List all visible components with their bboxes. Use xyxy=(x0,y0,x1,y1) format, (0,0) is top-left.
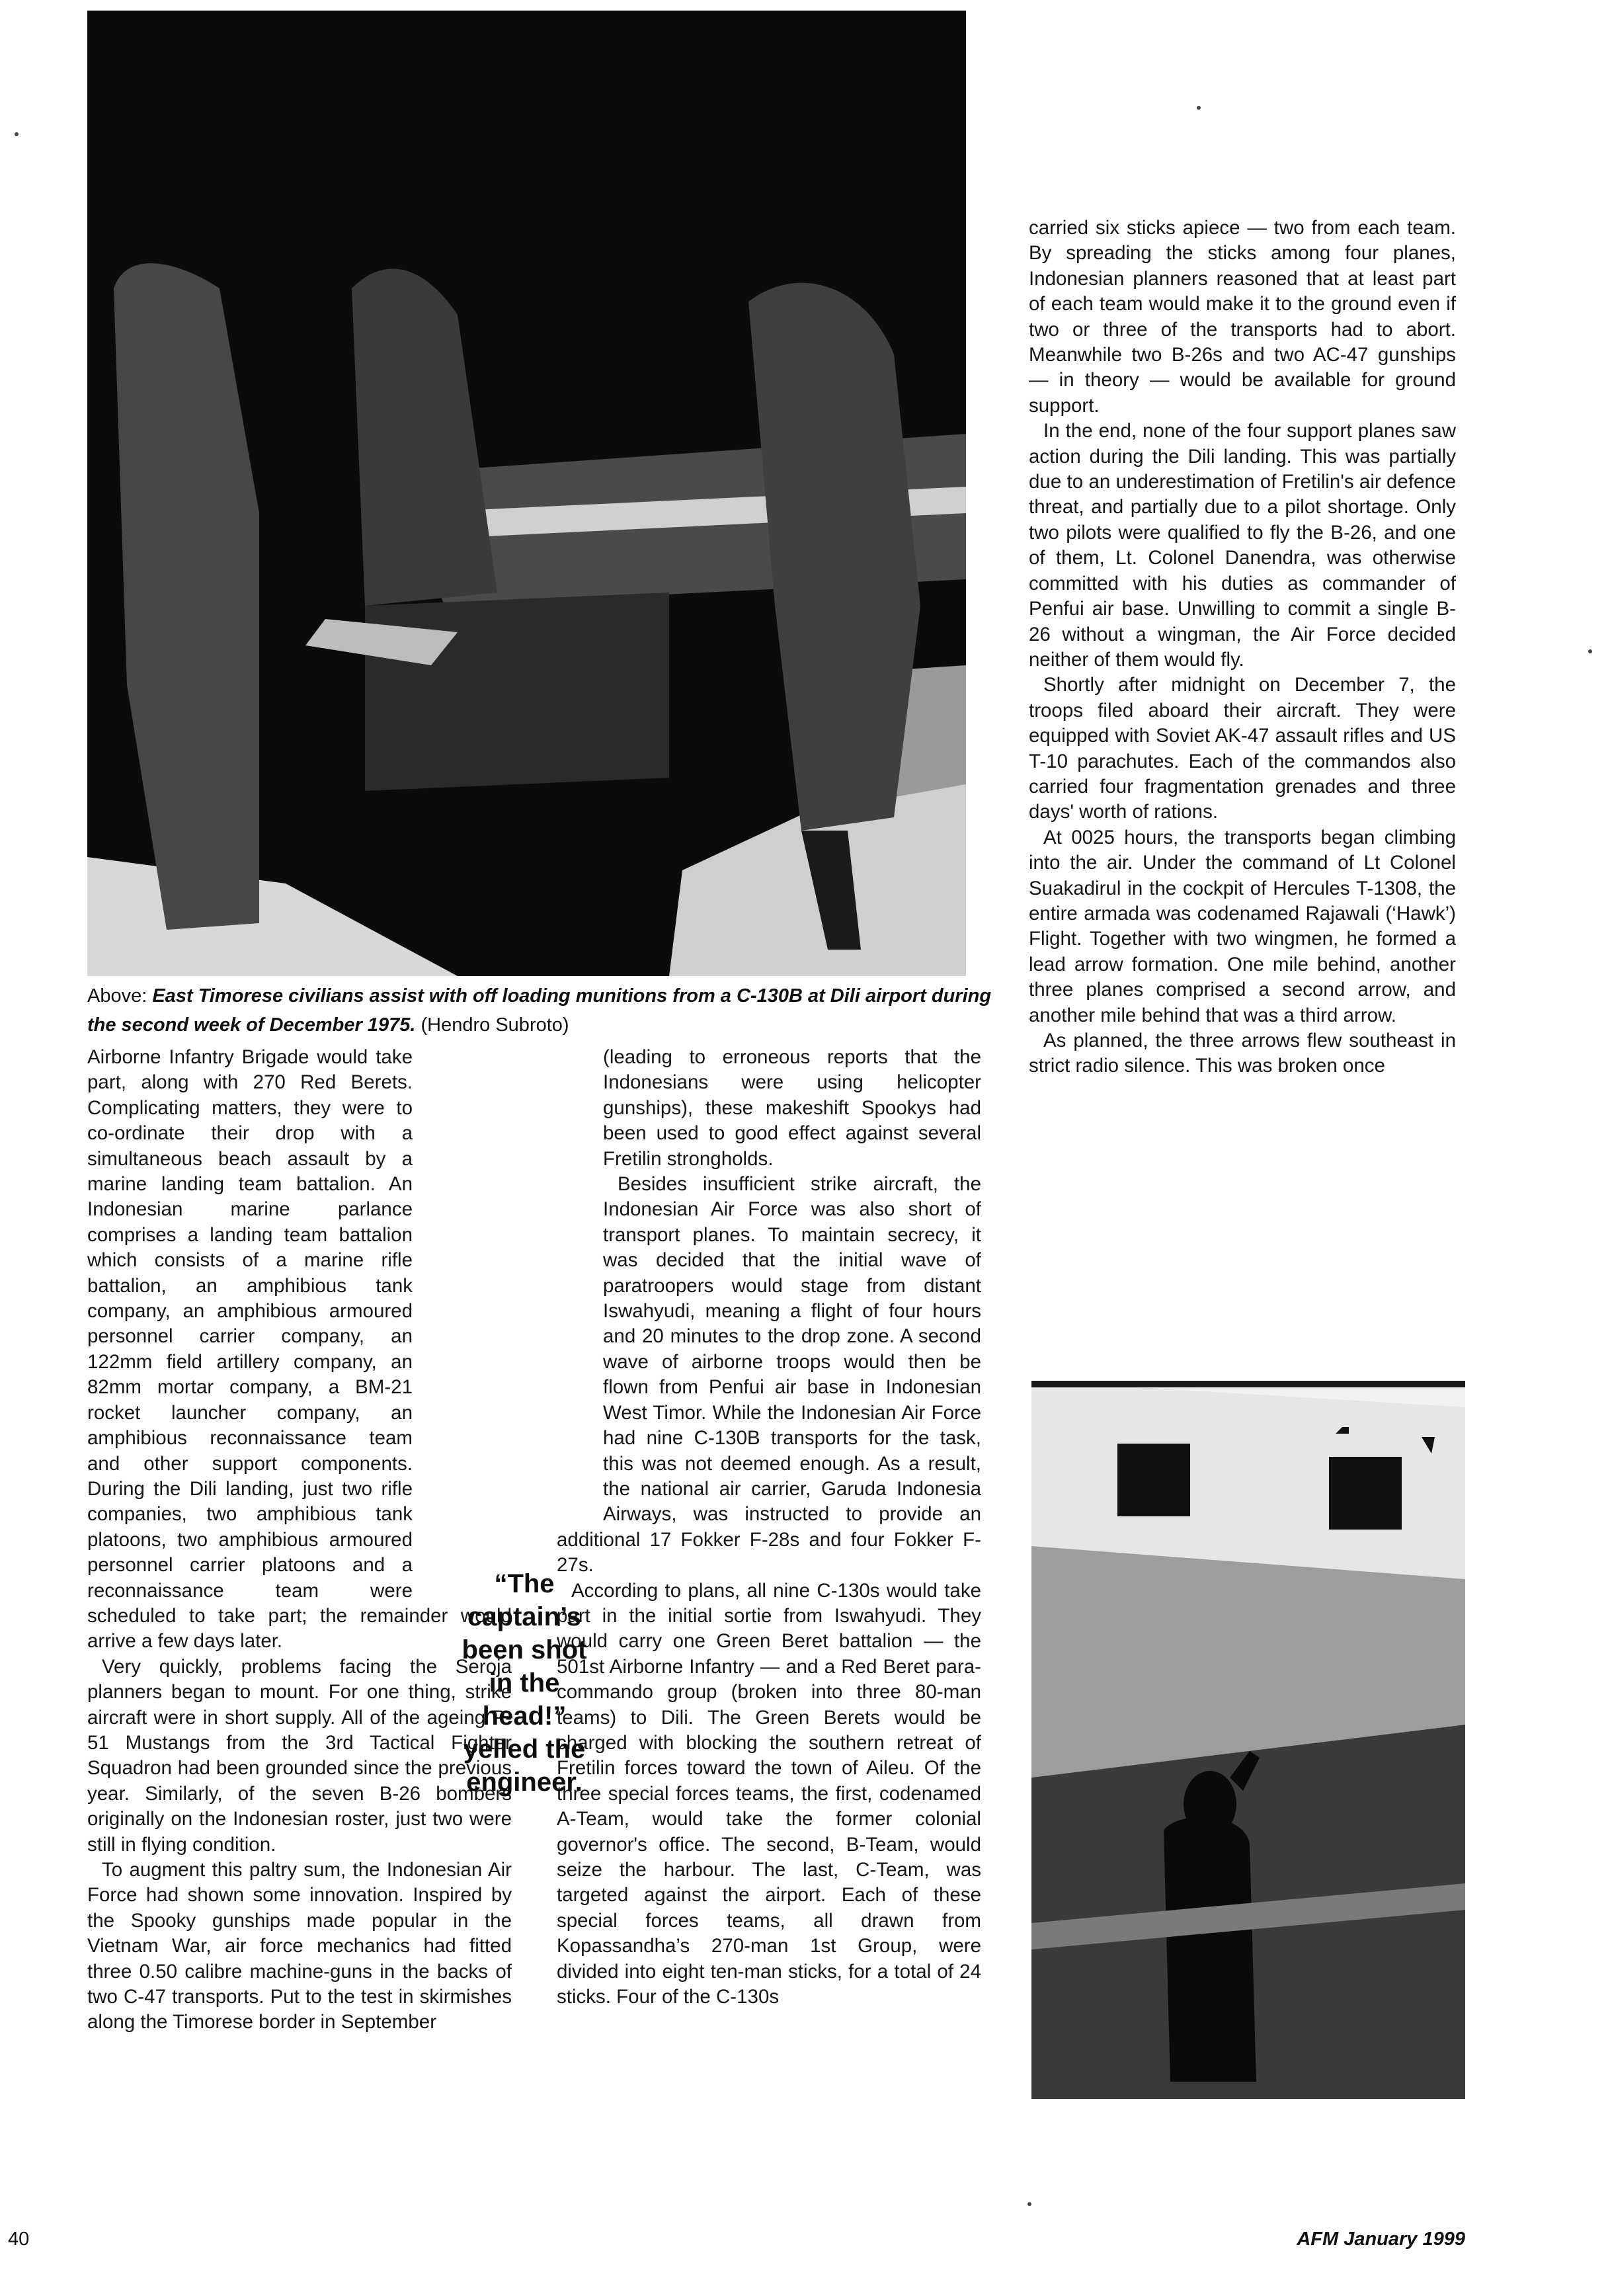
scan-speck xyxy=(1027,2202,1031,2206)
caption-lead: Above: xyxy=(87,985,153,1006)
paragraph: Airborne Infantry Brigade would take part, along with 270 Red Berets. Complicating matters, they were to co-ordinate their drop with a simultaneous beach assault by a marine landing team battalion. An Indonesian marine parlance comprises a landing team battalion which consists of a marine rifle battalion, an amphibious tank company, an amphibious armoured personnel carrier company, an 122mm field artillery company, an 82mm mortar company, a BM-21 rocket launcher company, an amphibious reconnaissance team and other support components. During the Dili landing, just two rifle companies, two amphibious tank platoons, two amphibious armoured personnel carrier platoons and a reconnaissance team were scheduled to take part; the remainder would arrive a few days later. xyxy=(87,1046,512,1653)
paragraph: At 0025 hours, the transports began climbing into the air. Under the command of Lt Colonel Suakadirul in the cockpit of Hercules T-1308, the entire armada was codenamed Rajawali (‘Hawk’) Flight. Together with two wingmen, he formed a lead arrow formation. One mile behind, another three planes comprised a second arrow, and another mile behind that was a third arrow. xyxy=(1029,826,1456,1026)
paragraph: Besides insufficient strike aircraft, the Indonesian Air Force was also short of transport planes. To maintain secrecy, it was decided that the initial wave of paratroopers would stage from distant Iswahyudi, meaning a flight of four hours and 20 minutes to the drop zone. A second wave of airborne troops would then be flown from Penfui air base in Indonesian West Timor. While the Indonesian Air Force had nine C-130B transports for the task, this was not deemed enough. As a result, the national air carrier, Garuda Indonesia Airways, was instructed to provide an additional 17 Fokker F-28s and four Fokker F-27s. xyxy=(557,1173,981,1577)
scan-speck xyxy=(15,132,19,136)
article-column-2 xyxy=(557,1045,981,2129)
paragraph: (leading to erroneous reports that the Indonesians were using helicopter gunships), these makeshift Spookys had been used to good effect against several Fretilin strongholds. xyxy=(603,1046,981,1170)
pull-quote: “The captain’s been shot in the head!” yelled the engineer. xyxy=(462,1569,587,1797)
photo-civilians-unloading-munitions-art xyxy=(87,11,966,976)
caption-description: East Timorese civilians assist with off loading munitions from a C-130B at Dili airport during the second week of December 1975. xyxy=(87,985,992,1036)
photo-aircraft-fuselage-art xyxy=(1031,1381,1465,2099)
paragraph: According to plans, all nine C-130s would take part in the initial sortie from Iswahyudi. They would carry one Green Beret battalion — the 501st Airborne Infantry — and a Red Beret para- commando group (broken into three 80-man teams) to Dili. The Green Berets would be charged with blocking the southern retreat of Fretilin forces toward the town of Aileu. Of the three special forces teams, the first, codenamed A-Team, would take the former colonial governor's office. The second, B-Team, would seize the harbour. The last, C-Team, was targeted against the airport. Each of these special forces teams, all drawn from Kopassandha’s 270-man 1st Group, were divided into eight ten-man sticks, for a total of 24 sticks. Four of the C-130s xyxy=(557,1579,981,2008)
article-column-3 xyxy=(1029,216,1456,1260)
photo-civilians-unloading-munitions xyxy=(87,11,966,976)
paragraph: carried six sticks apiece — two from each team. By spreading the sticks among four planes, Indonesian planners reasoned that at least part of each team would make it to the ground even if two or three of the transports had to abort. Meanwhile two B-26s and two AC-47 gunships — in theory — would be available for ground support. xyxy=(1029,217,1456,417)
caption-credit: (Hendro Subroto) xyxy=(415,1014,569,1036)
paragraph: In the end, none of the four support planes saw action during the Dili landing. This was partially due to an underestimation of Fretilin's air defence threat, and partially due to a pilot shortage. Only two pilots were qualified to fly the B-26, and one of them, Lt. Colonel Danendra, was otherwise committed with his duties as commander of Penfui air base. Unwilling to commit a single B-26 without a wingman, the Air Force decided neither of them would fly. xyxy=(1029,420,1456,671)
paragraph: Shortly after midnight on December 7, the troops filed aboard their aircraft. They were equipped with Soviet AK-47 assault rifles and US T-10 parachutes. Each of the commandos also carried four fragmentation grenades and three days' worth of rations. xyxy=(1029,674,1456,823)
pull-quote-spacer xyxy=(557,1045,603,1521)
paragraph: As planned, the three arrows flew southeast in strict radio silence. This was broken once xyxy=(1029,1030,1456,1077)
paragraph: Very quickly, problems facing the Seroja planners began to mount. For one thing, strike aircraft were in short supply. All of the ageing P-51 Mustangs from the 3rd Tactical Fighter Squadron had been grounded since the previous year. Similarly, of the seven B-26 bombers originally on the Indonesian roster, just two were still in flying condition. xyxy=(87,1655,512,1856)
pull-quote-spacer xyxy=(413,1045,512,1587)
scan-speck xyxy=(1588,649,1592,653)
photo-aircraft-fuselage xyxy=(1031,1381,1465,2099)
photo-caption xyxy=(87,981,1013,1040)
scan-speck xyxy=(1197,106,1201,110)
page-number: 40 xyxy=(8,2229,30,2250)
issue-label: AFM January 1999 xyxy=(1297,2229,1465,2250)
paragraph: To augment this paltry sum, the Indonesian Air Force had shown some innovation. Inspired by the Spooky gunships made popular in the Vietnam War, air force mechanics had fitted three 0.50 calibre machine-guns in the backs of two C-47 transports. Put to the test in skirmishes along the Timorese border in September xyxy=(87,1859,512,2033)
